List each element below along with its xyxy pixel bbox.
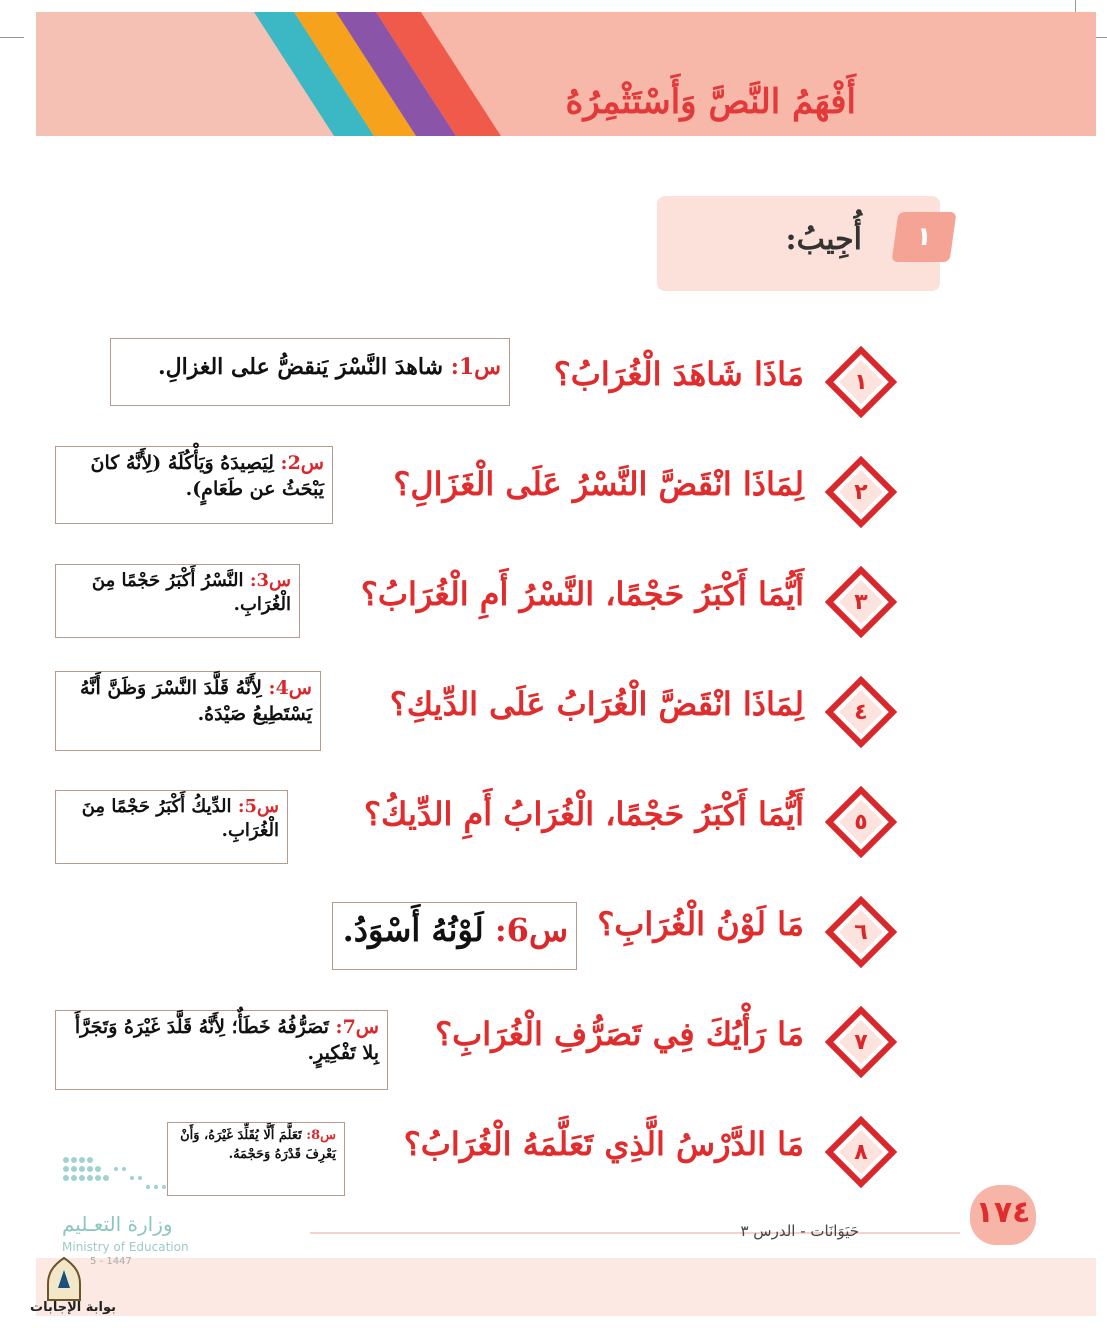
answer-prefix: س3: bbox=[249, 570, 291, 591]
ministry-name-ar: وزارة التعـليم bbox=[62, 1212, 173, 1236]
answer-text: لِيَصِيدَهُ وَيَأْكُلَهُ (لِأَنَّهُ كانَ يَبْحَثُ عن طَعَامٍ). bbox=[90, 452, 324, 500]
watermark-label: بوابة الإجابات bbox=[30, 1300, 116, 1315]
answer-prefix: س7: bbox=[335, 1016, 379, 1038]
ministry-name-en: Ministry of Education bbox=[62, 1240, 189, 1254]
question-text: لِمَاذَا انْقَضَّ النَّسْرُ عَلَى الْغَزَالِ؟ bbox=[393, 465, 804, 503]
answer-box bbox=[167, 1122, 345, 1196]
question-number-badge: ١ bbox=[825, 346, 897, 418]
question-text: لِمَاذَا انْقَضَّ الْغُرَابُ عَلَى الدِّيكِ؟ bbox=[389, 685, 804, 723]
question-number-badge: ٢ bbox=[825, 456, 897, 528]
answer-text: شاهدَ النَّسْرَ يَنقضُّ على الغزالِ. bbox=[157, 354, 444, 380]
answer-box bbox=[55, 1010, 388, 1090]
answer-text: تَعَلَّمَ أَلَّا يُقَلِّدَ غَيْرَهُ، وَأَنْ يَعْرِفَ قَدْرَهُ وَحَجْمَهُ. bbox=[180, 1128, 336, 1162]
answer-box bbox=[55, 564, 300, 638]
question-text: مَا لَوْنُ الْغُرَابِ؟ bbox=[597, 905, 804, 943]
question-number-badge: ٨ bbox=[825, 1116, 897, 1188]
answer-prefix: س6: bbox=[494, 911, 568, 949]
answer-prefix: س4: bbox=[268, 677, 312, 699]
answer-box bbox=[110, 338, 510, 406]
answer-text: لِأَنَّهُ قَلَّدَ النَّسْرَ وَظَنَّ أَنَّهُ يَسْتَطِيعُ صَيْدَهُ. bbox=[80, 677, 312, 725]
watermark-logo-icon bbox=[44, 1256, 84, 1302]
answer-prefix: س5: bbox=[237, 796, 279, 817]
question-text: مَا رَأْيُكَ فِي تَصَرُّفِ الْغُرَابِ؟ bbox=[435, 1015, 804, 1053]
question-number-badge: ٥ bbox=[825, 786, 897, 858]
question-number-badge: ٣ bbox=[825, 566, 897, 638]
unit-label: حَيَوَانَات - الدرس ٣ bbox=[740, 1222, 859, 1240]
answer-text: النَّسْرُ أَكْبَرُ حَجْمًا مِنَ الْغُرَابِ. bbox=[91, 570, 291, 616]
answer-text: لَوْنُهُ أَسْوَدُ. bbox=[342, 911, 484, 949]
question-text: أَيُّمَا أَكْبَرُ حَجْمًا، الْغُرَابُ أَمِ الدِّيكُ؟ bbox=[364, 795, 804, 833]
section-label: أُجِيبُ: bbox=[785, 222, 862, 257]
answer-prefix: س8: bbox=[306, 1128, 336, 1143]
header-banner bbox=[36, 12, 1096, 136]
answer-prefix: س2: bbox=[280, 452, 324, 474]
crop-mark bbox=[0, 37, 24, 38]
edition-year: 5 - 1447 bbox=[90, 1256, 132, 1267]
answer-text: تَصَرُّفُهُ خَطَأٌ؛ لِأَنَّهُ قَلَّدَ غَيْرَهُ وَتَجَرَّأَ بِلا تَفْكِيرٍ. bbox=[74, 1016, 379, 1064]
page-number: ١٧٤ bbox=[975, 1195, 1031, 1230]
question-text: مَاذَا شَاهَدَ الْغُرَابُ؟ bbox=[553, 355, 804, 393]
question-number-badge: ٦ bbox=[825, 896, 897, 968]
answer-text: الدِّيكُ أَكْبَرُ حَجْمًا مِنَ الْغُرَابِ. bbox=[81, 796, 279, 842]
question-number-badge: ٤ bbox=[825, 676, 897, 748]
footer-divider bbox=[310, 1232, 960, 1234]
question-text: مَا الدَّرْسُ الَّذِي تَعَلَّمَهُ الْغُرَابُ؟ bbox=[403, 1125, 804, 1163]
answer-box bbox=[55, 671, 321, 751]
question-number-badge: ٧ bbox=[825, 1006, 897, 1078]
ministry-logo-icon bbox=[60, 1150, 170, 1200]
answer-box bbox=[55, 446, 333, 524]
footer-band bbox=[36, 1258, 1096, 1316]
section-number: ١ bbox=[891, 212, 956, 262]
answer-box bbox=[55, 790, 288, 864]
question-text: أَيُّمَا أَكْبَرُ حَجْمًا، النَّسْرُ أَمِ الْغُرَابُ؟ bbox=[360, 575, 804, 613]
answer-prefix: س1: bbox=[450, 354, 501, 380]
answer-box bbox=[332, 902, 577, 970]
page-title: أَفْهَمُ النَّصَّ وَأَسْتَثْمِرُهُ bbox=[565, 82, 856, 122]
